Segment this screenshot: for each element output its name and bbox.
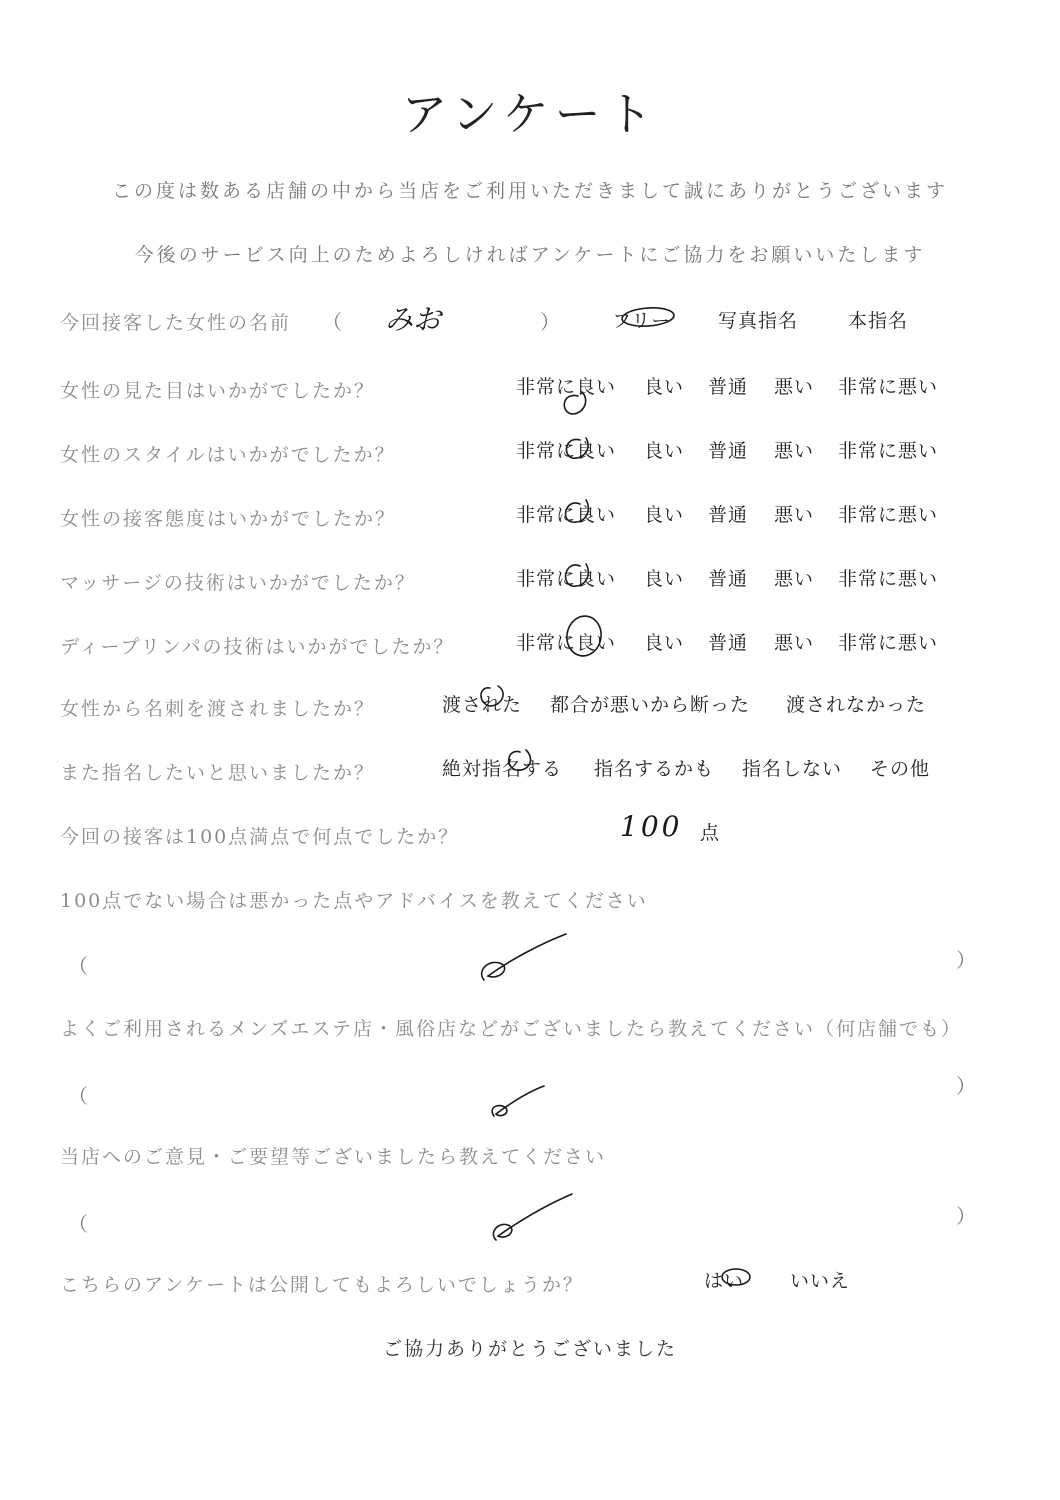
advice-close-paren: ） xyxy=(956,948,976,972)
rating-2-mark xyxy=(566,438,588,458)
intro-line-2: 今後のサービス向上のためよろしければアンケートにご協力をお願いいたします xyxy=(134,244,926,266)
renominate-question: また指名したいと思いましたか？ xyxy=(60,762,376,784)
shops-close-paren: ） xyxy=(956,1074,976,1098)
option-main-nomination[interactable]: 本指名 xyxy=(848,310,909,332)
renominate-option-other[interactable]: その他 xyxy=(870,758,931,780)
name-question: 今回接客した女性の名前 xyxy=(60,312,292,334)
intro-line-1: この度は数ある店舗の中から当店をご利用いただきまして誠にありがとうございます xyxy=(111,180,948,202)
rating-2-option-bad[interactable]: 悪い xyxy=(774,440,815,462)
rating-question-4: マッサージの技術はいかがでしたか？ xyxy=(60,572,416,594)
rating-question-1: 女性の見た目はいかがでしたか？ xyxy=(60,380,376,402)
name-answer[interactable]: みお xyxy=(385,303,442,336)
rating-4-option-bad[interactable]: 悪い xyxy=(774,568,815,590)
renominate-option-definitely[interactable]: 絶対指名する xyxy=(442,758,563,780)
rating-4-option-very-bad[interactable]: 非常に悪い xyxy=(838,568,939,590)
rating-5-circle xyxy=(564,613,604,658)
score-answer[interactable]: 100 xyxy=(620,810,683,843)
free-selection-circle xyxy=(621,306,674,328)
rating-3-option-very-good[interactable]: 非常に良い xyxy=(516,504,617,526)
rating-2-option-good[interactable]: 良い xyxy=(644,440,685,462)
rating-3-option-average[interactable]: 普通 xyxy=(708,504,749,526)
rating-2-option-very-bad[interactable]: 非常に悪い xyxy=(838,440,939,462)
publish-yes-circle xyxy=(722,1269,750,1285)
rating-question-2: 女性のスタイルはいかがでしたか？ xyxy=(60,444,396,466)
rating-question-5: ディープリンパの技術はいかがでしたか？ xyxy=(60,636,455,658)
renominate-definitely-mark xyxy=(509,750,531,770)
rating-5-option-bad[interactable]: 悪い xyxy=(774,632,815,654)
score-unit: 点 xyxy=(700,822,721,844)
feedback-open-paren: （ xyxy=(68,1212,88,1236)
feedback-close-paren: ） xyxy=(956,1204,976,1228)
closing-message: ご協力ありがとうございました xyxy=(382,1338,677,1360)
card-option-declined[interactable]: 都合が悪いから断った xyxy=(550,694,751,716)
rating-1-option-good[interactable]: 良い xyxy=(644,376,685,398)
rating-4-option-good[interactable]: 良い xyxy=(644,568,685,590)
card-received-mark xyxy=(481,686,503,706)
name-close-paren: ） xyxy=(540,310,560,334)
feedback-question: 当店へのご意見・ご要望等ございましたら教えてください xyxy=(60,1146,607,1168)
rating-4-option-very-good[interactable]: 非常に良い xyxy=(516,568,617,590)
option-free[interactable]: フリー xyxy=(612,310,672,332)
rating-3-mark xyxy=(566,500,589,522)
rating-4-mark xyxy=(566,564,589,586)
publish-question: こちらのアンケートは公開してもよろしいでしょうか？ xyxy=(60,1274,584,1296)
advice-open-paren: （ xyxy=(68,954,88,978)
rating-1-option-bad[interactable]: 悪い xyxy=(774,376,815,398)
name-open-paren: （ xyxy=(322,310,342,334)
rating-3-option-bad[interactable]: 悪い xyxy=(774,504,815,526)
card-option-received[interactable]: 渡された xyxy=(442,694,523,716)
publish-option-no[interactable]: いいえ xyxy=(790,1270,851,1292)
rating-4-option-average[interactable]: 普通 xyxy=(708,568,749,590)
renominate-option-no[interactable]: 指名しない xyxy=(742,758,843,780)
rating-2-option-very-good[interactable]: 非常に良い xyxy=(516,440,617,462)
rating-3-option-good[interactable]: 良い xyxy=(644,504,685,526)
option-photo-nomination[interactable]: 写真指名 xyxy=(718,310,799,332)
rating-5-option-very-bad[interactable]: 非常に悪い xyxy=(838,632,939,654)
card-question: 女性から名刺を渡されましたか？ xyxy=(60,698,376,720)
rating-question-3: 女性の接客態度はいかがでしたか？ xyxy=(60,508,397,530)
rating-2-option-average[interactable]: 普通 xyxy=(708,440,749,462)
renominate-option-maybe[interactable]: 指名するかも xyxy=(594,758,715,780)
shops-question: よくご利用されるメンズエステ店・風俗店などがございましたら教えてください（何店舗でも） xyxy=(60,1018,963,1040)
rating-1-mark xyxy=(564,392,585,414)
rating-1-option-very-good[interactable]: 非常に良い xyxy=(516,376,617,398)
rating-5-option-good[interactable]: 良い xyxy=(644,632,685,654)
rating-5-option-average[interactable]: 普通 xyxy=(708,632,749,654)
page-title: アンケート xyxy=(401,87,659,141)
rating-5-option-very-good[interactable]: 非常に良い xyxy=(516,632,617,654)
score-question: 今回の接客は100点満点で何点でしたか？ xyxy=(60,826,460,848)
shops-open-paren: （ xyxy=(68,1084,88,1108)
publish-option-yes[interactable]: はい xyxy=(704,1270,745,1292)
rating-3-option-very-bad[interactable]: 非常に悪い xyxy=(838,504,939,526)
advice-question: 100点でない場合は悪かった点やアドバイスを教えてください xyxy=(60,890,648,912)
card-option-not-received[interactable]: 渡されなかった xyxy=(786,694,927,716)
rating-1-option-average[interactable]: 普通 xyxy=(708,376,749,398)
rating-1-option-very-bad[interactable]: 非常に悪い xyxy=(838,376,939,398)
